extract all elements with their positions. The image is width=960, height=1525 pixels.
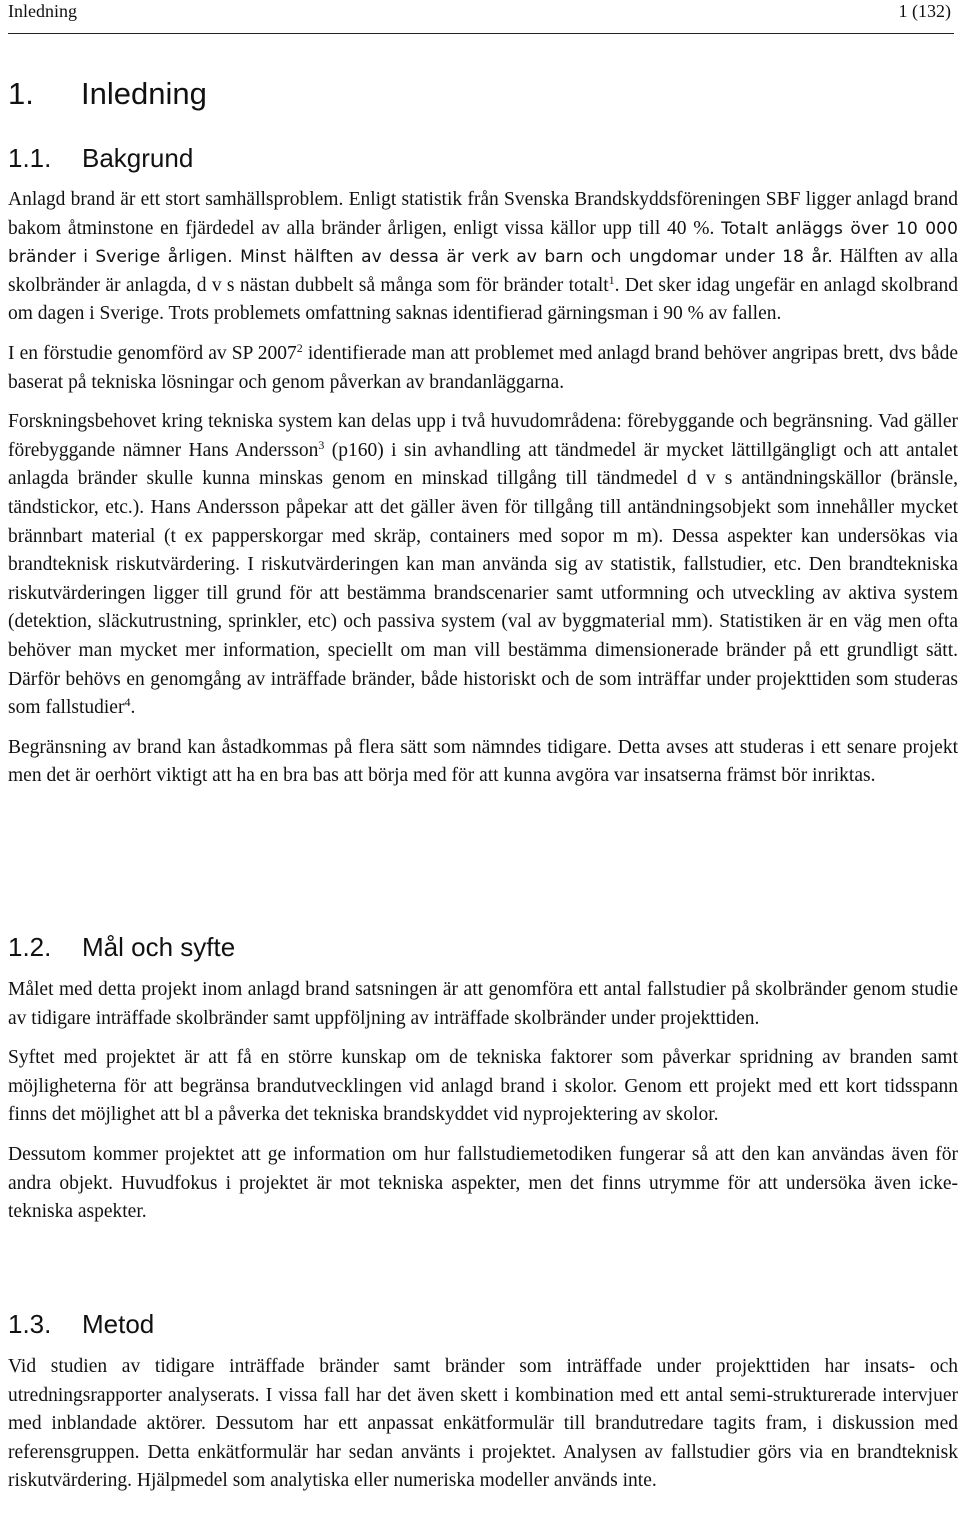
paragraph-text: Syftet med projektet är att få en större kunskap om de tekniska faktorer som påverkar spridning av branden samt möjligheterna för att begränsa brandutvecklingen vid anlagd brand i skolor. Genom ett projekt med ett kort tidsspann finns det möjlighet att bl a påverka det tekniska brandskyddet vid nyprojektering av skolor.: [8, 1047, 958, 1126]
running-header: [5, 0, 955, 28]
footnote-ref: 4: [124, 695, 131, 710]
chapter-title: Inledning: [81, 76, 207, 111]
section-title: Bakgrund: [82, 143, 194, 173]
section-title: Metod: [82, 1309, 155, 1339]
paragraph: [8, 1044, 958, 1130]
paragraph: [8, 1353, 958, 1496]
section-body-mal-och-syfte: [8, 976, 958, 1227]
header-chapter-name: Inledning: [8, 1, 77, 21]
header-page-number: 1 (132): [898, 1, 951, 21]
paragraph-text: Hälften av alla skolbränder är anlagda, d v s nästan dubbelt så många som för bränder totalt: [8, 246, 958, 296]
paragraph-text: .: [130, 697, 136, 719]
section-body-bakgrund: [8, 186, 958, 791]
paragraph-text: I en förstudie genomförd av SP 2007: [8, 342, 297, 364]
section-heading-bakgrund: [8, 141, 193, 175]
paragraph-text: Begränsning av brand kan åstadkommas på flera sätt som nämndes tidigare. Detta avses att studeras i ett senare projekt men det är oerhört viktigt att ha en bra bas att börja med för att kunna avgöra var insatserna främst bör inriktas.: [8, 736, 958, 787]
paragraph-text: Anlagd brand är ett stort samhällsproblem. Enligt statistik från Svenska Brandskyddsföreningen SBF ligger anlagd brand bakom åtminstone en fjärdedel av alla bränder årligen, enligt vissa källor upp till 40 %.: [8, 189, 958, 239]
paragraph-text-sans: Totalt anläggs över 10 000 bränder i Sverige årligen. Minst hälften av dessa är verk av barn och ungdomar under 18 år.: [8, 218, 958, 268]
paragraph-text: identifierade man att problemet med anlagd brand behöver angripas brett, dvs både baserat på tekniska lösningar och genom påverkan av brandanläggarna.: [8, 342, 958, 393]
paragraph-text: Forskningsbehovet kring tekniska system kan delas upp i två huvudområdena: förebyggande och begränsning. Vad gäller förebyggande nämner Hans Andersson: [8, 411, 958, 461]
footnote-ref: 3: [318, 437, 325, 452]
footnote-ref: 1: [608, 272, 615, 287]
paragraph: [8, 976, 958, 1033]
header-divider: [8, 33, 954, 34]
footnote-ref: 2: [296, 340, 303, 355]
paragraph-text: Målet med detta projekt inom anlagd brand satsningen är att genomföra ett antal fallstudier på skolbränder genom studie av tidigare inträffade skolbränder samt uppföljning av inträffade skolbränder under projekttiden.: [8, 979, 958, 1029]
section-heading-mal-och-syfte: [8, 930, 235, 964]
document-page: [5, 0, 958, 1492]
paragraph: [8, 186, 958, 329]
paragraph: [8, 340, 958, 397]
paragraph-text: . Det sker idag ungefär en anlagd skolbrand om dagen i Sverige. Trots problemets omfattning saknas identifierad gärningsman i 90 % av fallen.: [8, 274, 958, 325]
chapter-number: 1.: [8, 76, 34, 111]
section-number: 1.2.: [8, 932, 52, 962]
section-number: 1.1.: [8, 143, 52, 173]
section-title: Mål och syfte: [82, 932, 236, 962]
paragraph: [8, 1141, 958, 1227]
paragraph-text: (p160) i sin avhandling att tändmedel är mycket lättillgängligt och att antalet anlagda bränder skulle kunna minskas genom en minskad tillgång till tändmedel d v s antändningskällor (bränsle, tändstickor, etc.). Hans Andersson påpekar att det gäller även för tillgång till antändningsobjekt som innehåller mycket brännbart material (t ex papperskorgar med skräp, containers med sopor m m). Dessa aspekter kan undersökas via brandteknisk riskutvärdering. I riskutvärderingen kan man använda sig av statistik, fallstudier, etc. Den brandtekniska riskutvärderingen ligger till grund för att bestämma brandscenarier samt utformning och utveckling av aktiva system (detektion, släckutrustning, sprinkler, etc) och passiva system (val av byggmaterial mm). Statistiken är en väg men ofta behöver man mycket mer information, speciellt om man vill bestämma dimensionerade bränder på ett grundligt sätt. Därför behövs en genomgång av inträffade bränder, både historiskt och de som inträffar under projekttiden som studeras som fallstudier: [8, 439, 958, 719]
paragraph: [8, 734, 958, 791]
paragraph-text: Vid studien av tidigare inträffade bränder samt bränder som inträffade under projekttiden har insats- och utredningsrapporter analyserats. I vissa fall har det även skett i kombination med ett antal semi-strukturerade intervjuer med inblandade aktörer. Dessutom har ett anpassat enkätformulär till brandutredare tagits fram, i diskussion med referensgruppen. Detta enkätformulär har sedan använts i projektet. Analysen av fallstudier görs via en brandteknisk riskutvärdering. Hjälpmedel som analytiska eller numeriska modeller används inte.: [8, 1356, 958, 1492]
section-heading-metod: [8, 1307, 154, 1341]
section-body-metod: [8, 1353, 958, 1496]
chapter-heading: [8, 74, 207, 114]
paragraph-text: Dessutom kommer projektet att ge information om hur fallstudiemetodiken fungerar så att den kan användas även för andra objekt. Huvudfokus i projektet är mot tekniska aspekter, men det finns utrymme för att undersöka även icke-tekniska aspekter.: [8, 1143, 958, 1223]
paragraph: [8, 408, 958, 723]
section-number: 1.3.: [8, 1309, 52, 1339]
